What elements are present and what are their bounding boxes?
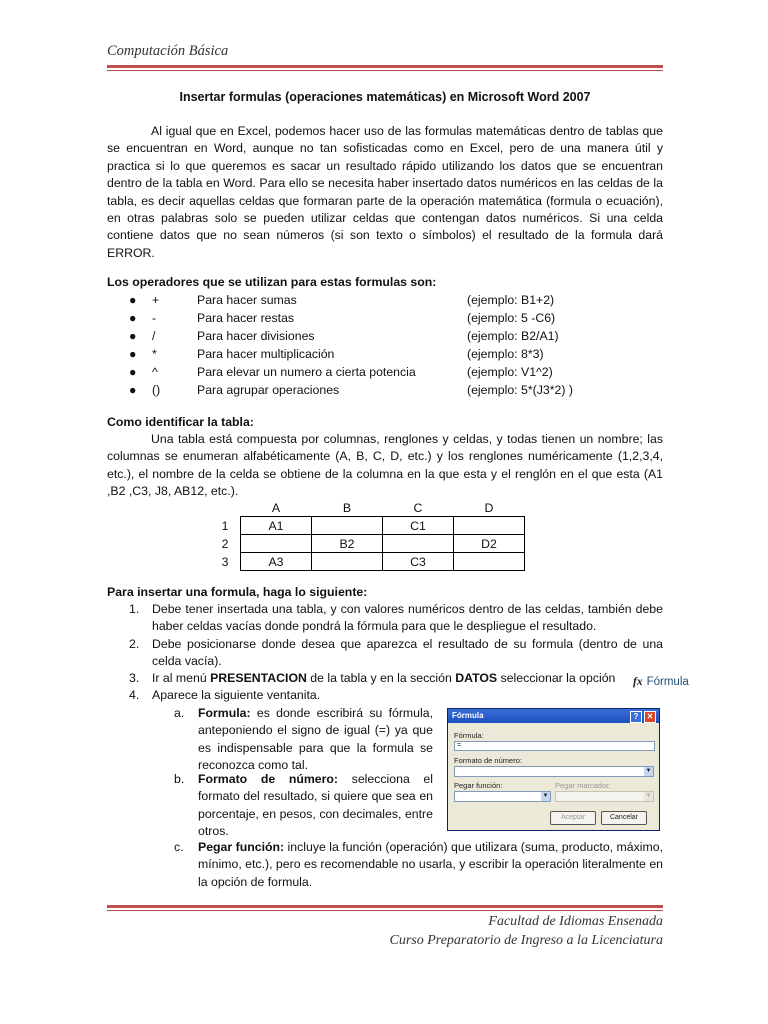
table-cell	[454, 553, 525, 571]
table-cell	[312, 553, 383, 571]
operator-symbol: *	[152, 347, 157, 361]
operator-symbol: ()	[152, 383, 161, 397]
operator-row	[107, 363, 663, 381]
formula-dialog	[447, 708, 660, 831]
row-label: 3	[221, 554, 229, 569]
operator-example: (ejemplo: 8*3)	[467, 347, 544, 361]
bullet-icon: ●	[129, 329, 137, 343]
operator-description: Para hacer restas	[197, 311, 295, 325]
formula-input[interactable]: =	[454, 741, 655, 751]
table-cell: A1	[241, 517, 312, 535]
operator-description: Para agrupar operaciones	[197, 383, 340, 397]
operator-example: (ejemplo: 5*(J3*2) )	[467, 383, 573, 397]
identify-heading: Como identificar la tabla:	[107, 415, 254, 429]
intro-paragraph: Al igual que en Excel, podemos hacer uso de las formulas matemáticas dentro de tablas que se encuentran en Word, aunque no tan sofisticadas como en Excel, pero de una manera útil y practica si lo que queremos es sacar un resultado rápido utilizando los datos que se encuentran dentro de la tabla en Word. Para ello se necesita haber insertado datos numéricos en las celdas de la tabla, es decir aquellas celdas que formaran parte de la operación matemática (formula o ecuación), en otras palabras solo se pueden utilizar celdas que contengan datos numéricos. Si una celda contiene datos que no sean números (si son texto o símbolos) el resultado de la formula dará ERROR.	[107, 124, 663, 260]
number-format-label: Formato de número:	[454, 756, 522, 765]
step-text: Debe posicionarse donde desea que aparezca el resultado de su formula (dentro de una celda vacía).	[152, 637, 663, 669]
fx-icon: fx	[633, 676, 643, 688]
ok-button[interactable]: Aceptar	[550, 811, 596, 825]
cancel-button[interactable]: Cancelar	[601, 811, 647, 825]
operator-example: (ejemplo: B1+2)	[467, 293, 555, 307]
table-cell: C1	[383, 517, 454, 535]
step-number: 4.	[129, 688, 140, 702]
step-number: 3.	[129, 671, 140, 685]
operator-symbol: -	[152, 311, 157, 325]
footer-line-1: Facultad de Idiomas Ensenada	[488, 914, 663, 929]
step-text: Debe tener insertada una tabla, y con valores numéricos dentro de las celdas, también debe haber celdas vacías donde pondrá la fórmula para que le despliegue el resultado.	[152, 602, 663, 634]
operator-symbol: ^	[152, 365, 158, 379]
paste-function-select[interactable]	[454, 791, 551, 802]
operator-example: (ejemplo: V1^2)	[467, 365, 553, 379]
footer-rule	[107, 905, 663, 911]
bullet-icon: ●	[129, 383, 137, 397]
operator-row	[107, 291, 663, 309]
col-header: A	[271, 500, 281, 515]
help-icon[interactable]: ?	[630, 711, 642, 723]
header-rule	[107, 65, 663, 71]
operator-example: (ejemplo: 5 -C6)	[467, 311, 556, 325]
table-cell: B2	[312, 535, 383, 553]
dialog-titlebar	[448, 709, 659, 723]
row-label: 1	[221, 518, 229, 533]
col-header: C	[413, 500, 423, 515]
operator-row	[107, 309, 663, 327]
table-cell	[454, 517, 525, 535]
bullet-icon: ●	[129, 293, 137, 307]
operator-example: (ejemplo: B2/A1)	[467, 329, 559, 343]
close-icon[interactable]: ✕	[644, 711, 656, 723]
table-cell	[383, 535, 454, 553]
formula-button-label: Fórmula	[646, 676, 689, 688]
chevron-down-icon: ▼	[645, 793, 652, 799]
bullet-icon: ●	[129, 311, 137, 325]
cell-example-table	[210, 499, 525, 571]
operator-description: Para hacer divisiones	[197, 329, 315, 343]
bullet-icon: ●	[129, 347, 137, 361]
identify-paragraph: Una tabla está compuesta por columnas, renglones y celdas, y todas tienen un nombre; las columnas se enumeran alfabéticamente (A, B, C, D, etc.) y los renglones numéricamente (1,2,3,4, etc.), el nombre de la celda se obtiene de la columna en la que esta y el renglón en el que esta (A1 ,B2 ,C3, J8, AB12, etc.).	[107, 432, 663, 499]
step-number: 1.	[129, 602, 140, 616]
number-format-select[interactable]	[454, 766, 654, 777]
paste-bookmark-select[interactable]	[555, 791, 654, 802]
dialog-title: Fórmula	[452, 711, 484, 720]
page-header: Computación Básica	[107, 43, 229, 59]
operator-symbol: /	[152, 329, 156, 343]
table-cell: D2	[454, 535, 525, 553]
formula-label: Fórmula:	[454, 731, 484, 740]
operator-description: Para hacer multiplicación	[197, 347, 335, 361]
operator-description: Para hacer sumas	[197, 293, 297, 307]
step-text: Ir al menú PRESENTACION de la tabla y en la sección DATOS seleccionar la opción	[152, 671, 616, 685]
chevron-down-icon: ▼	[542, 793, 549, 799]
row-label: 2	[221, 536, 229, 551]
bullet-icon: ●	[129, 365, 137, 379]
operator-row	[107, 327, 663, 345]
col-header: B	[342, 500, 352, 515]
operator-symbol: +	[152, 293, 160, 307]
operator-description: Para elevar un numero a cierta potencia	[197, 365, 416, 379]
paste-function-label: Pegar función:	[454, 781, 503, 790]
step-number: 2.	[129, 637, 140, 651]
table-cell: A3	[241, 553, 312, 571]
step-text: Aparece la siguiente ventanita.	[152, 688, 321, 702]
paste-bookmark-label: Pegar marcador:	[555, 781, 611, 790]
chevron-down-icon: ▼	[645, 768, 652, 774]
operator-row	[107, 381, 663, 399]
table-cell: C3	[383, 553, 454, 571]
table-cell	[312, 517, 383, 535]
footer-line-2: Curso Preparatorio de Ingreso a la Licenciatura	[389, 933, 663, 948]
steps-heading: Para insertar una formula, haga lo siguiente:	[107, 585, 368, 599]
operator-row	[107, 345, 663, 363]
col-header: D	[484, 500, 494, 515]
table-cell	[241, 535, 312, 553]
operators-heading: Los operadores que se utilizan para estas formulas son:	[107, 275, 437, 289]
document-title: Insertar formulas (operaciones matemáticas) en Microsoft Word 2007	[179, 90, 591, 104]
